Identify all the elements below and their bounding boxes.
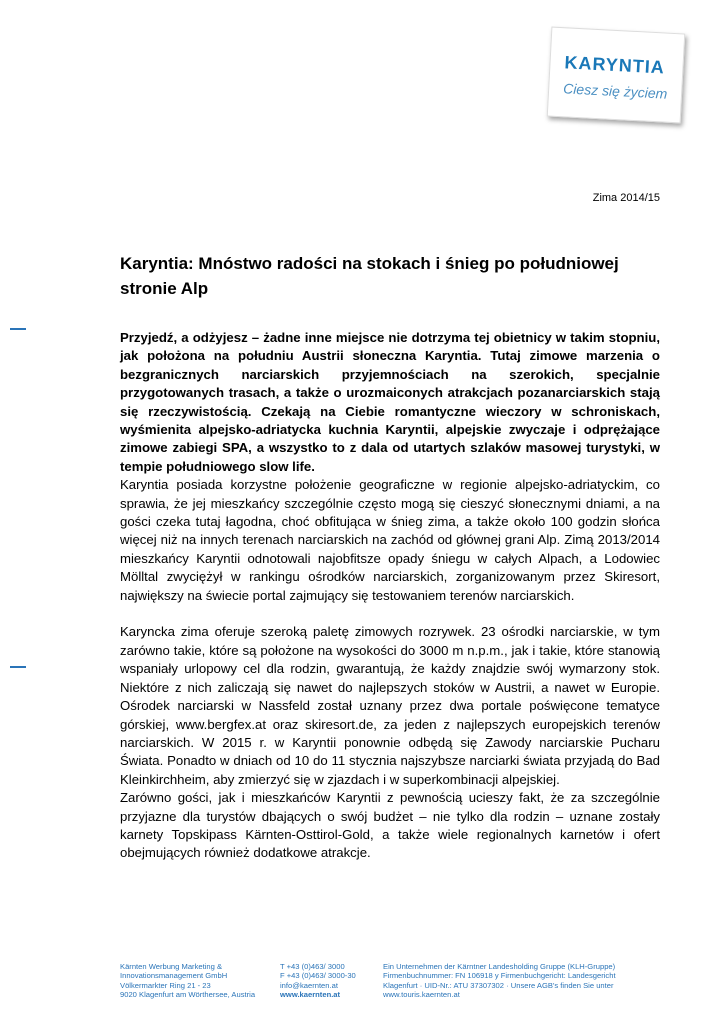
footer-line: Ein Unternehmen der Kärntner Landesholding Gruppe (KLH-Gruppe) — [383, 962, 616, 971]
footer-line: Kärnten Werbung Marketing & — [120, 962, 223, 971]
footer-company-info — [383, 962, 616, 1000]
logo-tagline: Ciesz się życiem — [562, 80, 668, 102]
logo — [547, 27, 686, 124]
footer-line: 9020 Klagenfurt am Wörthersee, Austria — [120, 990, 256, 1000]
paragraph-3: Zarówno gości, jak i mieszkańców Karyntii z pewnością ucieszy fakt, że za szczególnie przyjazne dla turystów dbających o swój budżet – nie tylko dla rodzin – uznane zostały karnety Topskipass Kärnten-Osttirol-Gold, a także wiele regionalnych karnetów i ofert obejmujących również dodatkowe atrakcje. — [120, 790, 660, 861]
logo-wordmark: KARYNTIA — [564, 52, 666, 78]
lead-paragraph: Przyjedź, a odżyjesz – żadne inne miejsce nie dotrzyma tej obietnicy w takim stopniu, jak położona na południu Austrii słoneczna Karyntia. Tutaj zimowe marzenia o bezgranicznych narciarskich przyjemnościach na szerokich, specjalnie przygotowanych trasach, a także o urozmaiconych atrakcjach pozanarciarskich stają się rzeczywistością. Czekają na Ciebie romantyczne wieczory w schroniskach, wyśmienita alpejsko-adriatycka kuchnia Karyntii, alpejskie zwyczaje i odprężające zimowe zabiegi SPA, a wszystko to z dala od utartych szlaków masowej turystyki, w tempie południowego slow life. — [120, 330, 660, 474]
fold-mark-top — [10, 328, 26, 330]
footer-line: Firmenbuchnummer: FN 106918 y Firmenbuchgericht: Landesgericht — [383, 971, 616, 981]
document-date: Zima 2014/15 — [592, 192, 660, 204]
footer-website-link[interactable]: www.kaernten.at — [280, 990, 341, 1000]
paragraph-2: Karyncka zima oferuje szeroką paletę zimowych rozrywek. 23 ośrodki narciarskie, w tym zarówno takie, które są położone na wysokości do 3000 m n.p.m., jak i takie, które stanowią wspaniały urlopowy cel dla rodzin, gwarantują, że każdy znajdzie swój wymarzony stok. Niektóre z nich zaliczają się nawet do najlepszych stoków w Austrii, a nawet w Europie. Ośrodek narciarski w Nassfeld został uznany przez dwa portale poświęcone tematyce górskiej, www.bergfex.at oraz skiresort.de, za jeden z najlepszych europejskich terenów narciarskich. W 2015 r. w Karyntii ponownie odbędą się Zawody narciarskie Pucharu Świata. Ponadto w dniach od 10 do 11 stycznia najszybsze narciarki świata przyjadą do Bad Kleinkirchheim, aby zmierzyć się w zjazdach i w superkombinacji alpejskiej. — [120, 624, 660, 787]
footer-terms-link[interactable]: www.touris.kaernten.at — [383, 990, 460, 1000]
fold-mark-middle — [10, 666, 26, 668]
footer-line: Klagenfurt · UID-Nr.: ATU 37307302 · Unsere AGB's finden Sie unter — [383, 980, 614, 990]
footer-line: Völkermarkter Ring 21 - 23 — [120, 980, 211, 990]
page-title: Karyntia: Mnóstwo radości na stokach i śnieg po południowej stronie Alp — [120, 254, 619, 298]
footer-contact — [280, 962, 356, 1000]
footer-email-link[interactable]: info@kaernten.at — [280, 980, 338, 990]
article-body — [120, 329, 660, 863]
footer-line: Innovationsmanagement GmbH — [120, 971, 228, 981]
footer-phone: T +43 (0)463/ 3000 — [280, 962, 345, 971]
footer-fax: F +43 (0)463/ 3000-30 — [280, 971, 356, 981]
footer-address — [120, 962, 255, 1000]
paragraph-1: Karyntia posiada korzystne położenie geograficzne w regionie alpejsko-adriatyckim, co sprawia, że jej mieszkańcy szczególnie często mogą się cieszyć słonecznymi dniami, a na gości czeka tutaj łagodna, choć obfitująca w śnieg zima, a także około 100 godzin słońca więcej niż na innych terenach narciarskich na zachód od głównej grani Alp. Zimą 2013/2014 mieszkańcy Karyntii odnotowali najobfitsze opady śniegu w całych Alpach, a Lodowiec Mölltal zwyciężył w rankingu ośrodków narciarskich, zorganizowanym przez Skiresort, największy na świecie portal zajmujący się testowaniem terenów narciarskich. — [120, 477, 660, 603]
